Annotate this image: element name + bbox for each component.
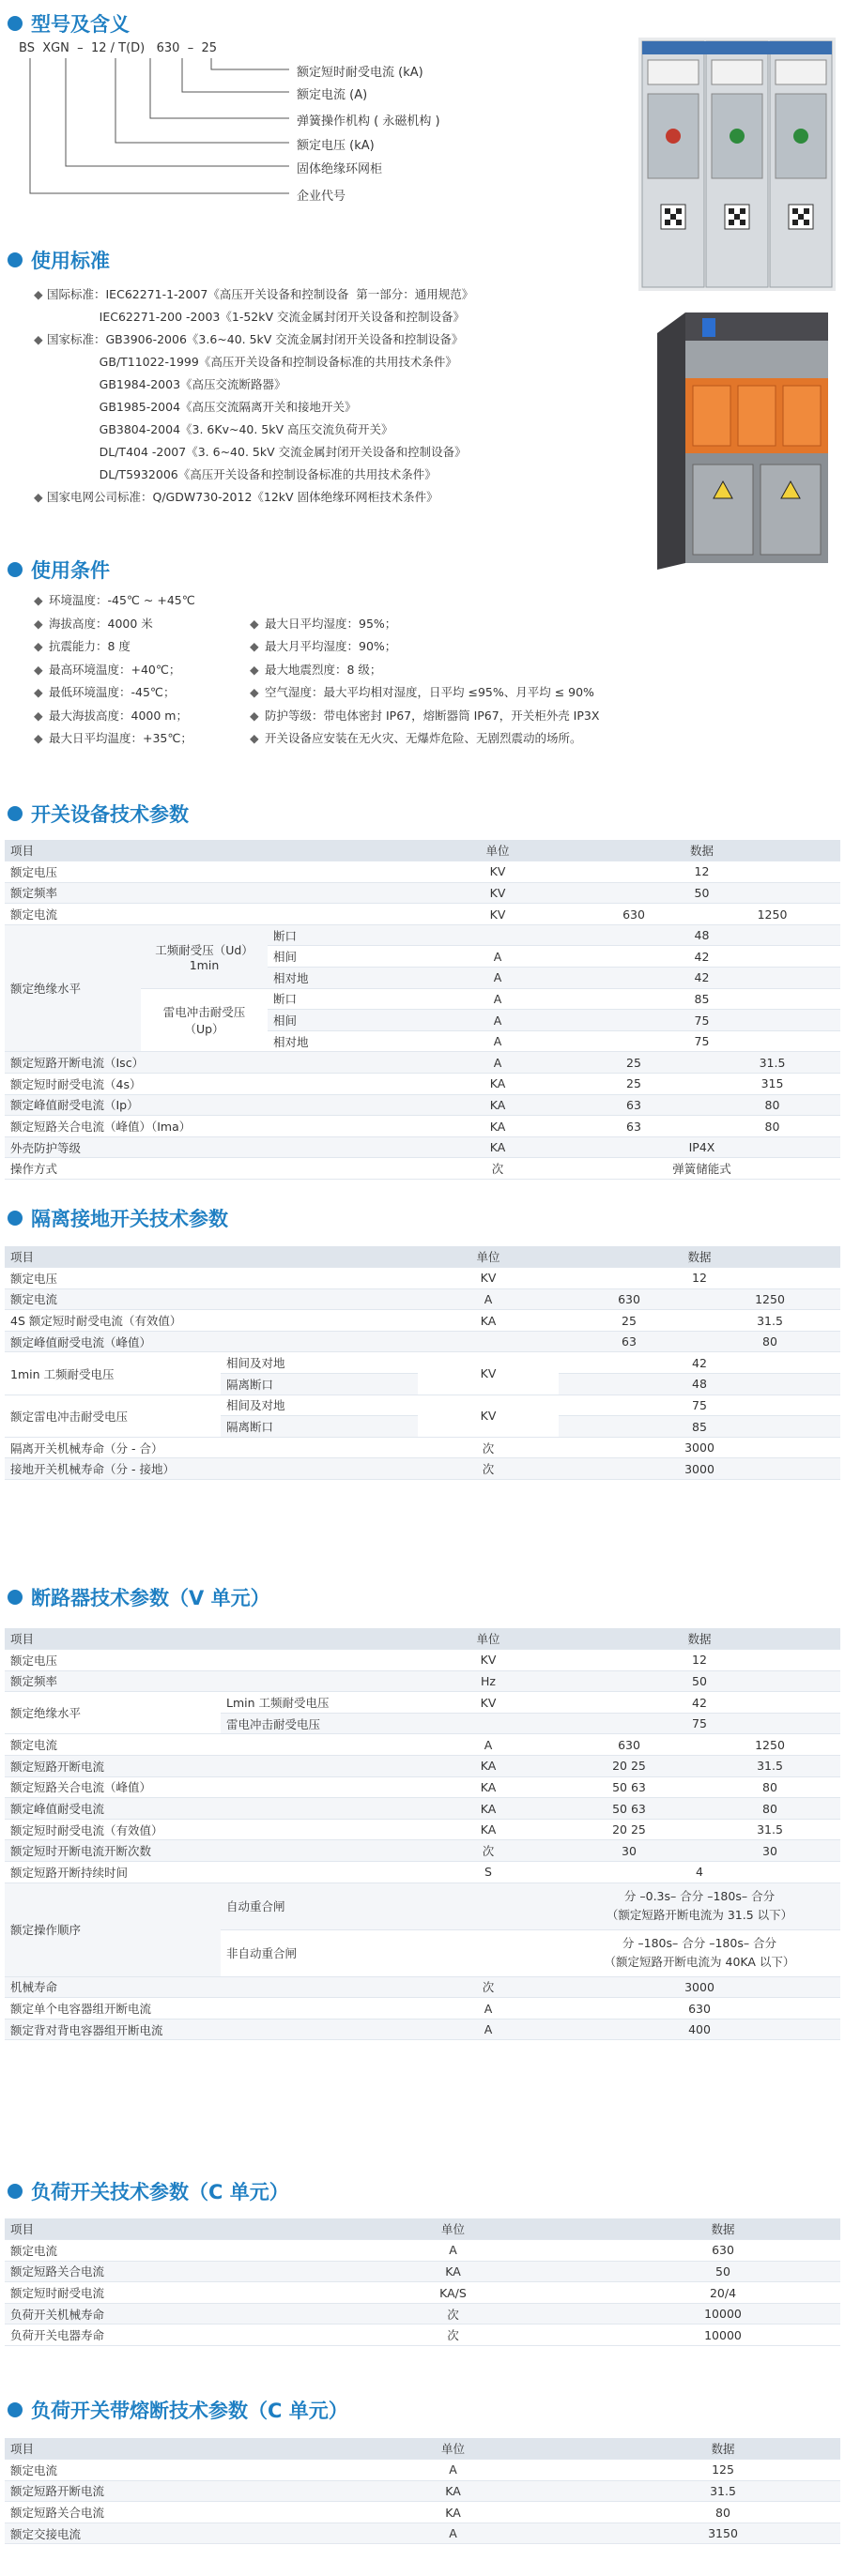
switchgear-table [5, 840, 840, 1180]
table-row: 4S 额定短时耐受电流（有效值） KA 25 31.5 [5, 1310, 840, 1332]
table-row: 额定频率 KV 50 [5, 882, 840, 904]
table-row: 额定短路开断持续时间 S 4 [5, 1862, 840, 1883]
bullet-icon: ◆ [34, 490, 43, 504]
section-title: 负荷开关带熔断技术参数（C 单元） [31, 2400, 348, 2422]
section-title: 隔离接地开关技术参数 [31, 1208, 228, 1230]
list-item: ◆ 海拔高度：4000 米 ◆ 最大日平均湿度：95%； [34, 613, 635, 636]
table-row: 额定短路开断电流（Isc） A 25 31.5 [5, 1052, 840, 1074]
table-row: 额定峰值耐受电流（Ip） KA 63 80 [5, 1094, 840, 1116]
model-label-2: 额定电流 (A) [297, 88, 368, 102]
list-item: GB1985-2004《高压交流隔离开关和接地开关》 [47, 400, 357, 414]
list-item: ◆ 最高环境温度：+40℃； ◆ 最大地震烈度：8 级； [34, 659, 635, 682]
table-row: 额定操作顺序 自动重合闸 分 –0.3s– 合分 –180s– 合分 （额定短路开断电流为 31.5 以下） [5, 1882, 840, 1929]
table-header: 项目 单位 数据 [5, 1246, 840, 1268]
section-isolator [8, 1204, 228, 1232]
section-title: 断路器技术参数（V 单元） [31, 1587, 270, 1609]
table-row: 相对地 A 42 [5, 968, 840, 989]
section-breaker [8, 1583, 270, 1611]
bullet-icon: ◆ [250, 616, 259, 631]
list-item: ◆ 最大海拔高度：4000 m； ◆ 防护等级：带电体密封 IP67，熔断器筒 IP67，开关柜外壳 IP3X [34, 705, 635, 728]
cabinet-side-image [648, 305, 836, 572]
list-item: IEC62271-200 -2003《1-52kV 交流金属封闭开关设备和控制设备》 [47, 310, 466, 324]
section-dot-icon [8, 2402, 23, 2417]
bullet-icon: ◆ [34, 685, 43, 699]
list-item: GB/T11022-1999《高压开关设备和控制设备标准的共用技术条件》 [47, 355, 457, 369]
bullet-icon: ◆ [250, 662, 259, 677]
table-row: 额定绝缘水平 Lmin 工频耐受电压 KV 42 [5, 1692, 840, 1714]
section-title: 型号及含义 [31, 13, 130, 36]
bullet-icon: ◆ [250, 685, 259, 699]
table-row: 额定单个电容器组开断电流 A 630 [5, 1998, 840, 2020]
table-row: 额定雷电冲击耐受电压 相间及对地 KV 75 [5, 1395, 840, 1416]
table-row: 额定绝缘水平 工频耐受压（Ud）1min 断口 48 [5, 924, 840, 946]
list-item: DL/T5932006《高压开关设备和控制设备标准的共用技术条件》 [47, 467, 437, 481]
bullet-icon: ◆ [34, 332, 43, 346]
section-dot-icon [8, 16, 23, 31]
section-standards [8, 246, 110, 274]
table-row: 外壳防护等级 KA IP4X [5, 1136, 840, 1158]
list-item: GB1984-2003《高压交流断路器》 [47, 377, 286, 391]
section-model [8, 9, 130, 38]
standards-list [34, 283, 473, 509]
bullet-icon: ◆ [34, 708, 43, 723]
model-label-1: 额定短时耐受电流 (kA) [297, 66, 423, 80]
list-item: GB3804-2004《3. 6Kv~40. 5kV 高压交流负荷开关》 [47, 422, 393, 436]
table-row: 隔离断口 48 [5, 1374, 840, 1395]
cabinet-front-image [638, 38, 836, 291]
table-row: 接地开关机械寿命（分 - 接地） 次 3000 [5, 1458, 840, 1480]
table-row: 额定电压 KV 12 [5, 1650, 840, 1671]
list-item: ◆ 国家标准：GB3906-2006《3.6~40. 5kV 交流金属封闭开关设备和控制设备》 [34, 328, 473, 351]
table-header: 项目 单位 数据 [5, 2218, 840, 2240]
table-header: 项目 单位 数据 [5, 2438, 840, 2460]
table-row: 额定频率 Hz 50 [5, 1670, 840, 1692]
table-row: 额定交接电流 A 3150 [5, 2523, 840, 2544]
section-dot-icon [8, 2184, 23, 2199]
list-item: ◆ 环境温度：-45℃ ~ +45℃ [34, 589, 635, 613]
table-row: 雷电冲击耐受电压 75 [5, 1713, 840, 1734]
bullet-icon: ◆ [34, 616, 43, 631]
table-row: 隔离断口 85 [5, 1416, 840, 1438]
isolator-table [5, 1246, 840, 1480]
bullet-icon: ◆ [34, 287, 43, 301]
section-dot-icon [8, 1590, 23, 1605]
table-row: 额定短路关合电流（峰值） KA 50 63 80 [5, 1776, 840, 1798]
table-row: 相间 A 42 [5, 946, 840, 968]
table-row: 额定电压 KV 12 [5, 861, 840, 883]
table-row: 1min 工频耐受电压 相间及对地 KV 42 [5, 1352, 840, 1374]
table-row: 额定短时耐受电流（4s） KA 25 315 [5, 1074, 840, 1095]
table-row: 额定峰值耐受电流（峰值） 63 80 [5, 1331, 840, 1352]
model-label-3: 弹簧操作机构 ( 永磁机构 ) [297, 114, 440, 129]
table-row: 雷电冲击耐受压（Up） 断口 A 85 [5, 988, 840, 1010]
section-title: 负荷开关技术参数（C 单元） [31, 2181, 289, 2203]
load-fuse-table [5, 2438, 840, 2544]
section-title: 使用标准 [31, 250, 110, 272]
section-load-fuse [8, 2396, 348, 2424]
model-code: BS XGN – 12 / T(D) 630 – 25 [19, 41, 218, 55]
table-row: 操作方式 次 弹簧储能式 [5, 1158, 840, 1180]
table-row: 隔离开关机械寿命（分 - 合） 次 3000 [5, 1437, 840, 1458]
table-row: 额定短路关合电流（峰值）（Ima） KA 63 80 [5, 1116, 840, 1137]
table-row: 负荷开关机械寿命 次 10000 [5, 2303, 840, 2324]
table-row: 额定短时耐受电流 KA/S 20/4 [5, 2282, 840, 2304]
section-dot-icon [8, 252, 23, 267]
model-label-4: 额定电压 (kA) [297, 139, 375, 153]
table-row: 额定电流 A 630 1250 [5, 1288, 840, 1310]
model-label-5: 固体绝缘环网柜 [297, 162, 383, 176]
list-item: ◆ 国家电网公司标准：Q/GDW730-2012《12kV 固体绝缘环网柜技术条件》 [34, 486, 473, 509]
section-dot-icon [8, 562, 23, 577]
model-diagram [19, 41, 582, 210]
bullet-icon: ◆ [34, 593, 43, 607]
bullet-icon: ◆ [250, 731, 259, 745]
section-dot-icon [8, 806, 23, 821]
section-conditions [8, 556, 110, 584]
table-header: 项目 单位 数据 [5, 840, 840, 861]
bullet-icon: ◆ [250, 639, 259, 653]
section-load-switch [8, 2177, 289, 2205]
table-row: 额定背对背电容器组开断电流 A 400 [5, 2019, 840, 2040]
table-row: 额定电压 KV 12 [5, 1268, 840, 1289]
table-row: 非自动重合闸 分 –180s– 合分 –180s– 合分 （额定短路开断电流为 40KA 以下） [5, 1929, 840, 1976]
table-row: 相对地 A 75 [5, 1030, 840, 1052]
table-row: 额定电流 A 630 [5, 2240, 840, 2262]
section-switchgear [8, 800, 189, 828]
table-header: 项目 单位 数据 [5, 1628, 840, 1650]
breaker-table [5, 1628, 840, 2040]
table-row: 机械寿命 次 3000 [5, 1976, 840, 1998]
table-row: 相间 A 75 [5, 1010, 840, 1031]
table-row: 额定电流 KV 630 1250 [5, 904, 840, 925]
table-row: 额定短路开断电流 KA 20 25 31.5 [5, 1756, 840, 1777]
load-switch-table [5, 2218, 840, 2346]
list-item: DL/T404 -2007《3. 6~40. 5kV 交流金属封闭开关设备和控制设备》 [47, 445, 467, 459]
list-item: ◆ 最低环境温度：-45℃； ◆ 空气湿度：最大平均相对湿度，日平均 ≤95%、月平均 ≤ 90% [34, 681, 635, 705]
list-item: ◆ 最大日平均温度：+35℃； ◆ 开关设备应安装在无火灾、无爆炸危险、无剧烈震动的场所。 [34, 727, 635, 751]
bullet-icon: ◆ [34, 731, 43, 745]
table-row: 额定短时开断电流开断次数 次 30 30 [5, 1840, 840, 1862]
list-item: ◆ 抗震能力：8 度 ◆ 最大月平均湿度：90%； [34, 635, 635, 659]
section-dot-icon [8, 1211, 23, 1226]
table-row: 额定电流 A 125 [5, 2460, 840, 2481]
table-row: 额定峰值耐受电流 KA 50 63 80 [5, 1798, 840, 1820]
bullet-icon: ◆ [34, 662, 43, 677]
table-row: 额定短路关合电流 KA 50 [5, 2261, 840, 2282]
table-row: 额定短路关合电流 KA 80 [5, 2502, 840, 2523]
table-row: 额定短路开断电流 KA 31.5 [5, 2480, 840, 2502]
section-title: 使用条件 [31, 559, 110, 582]
table-row: 额定电流 A 630 1250 [5, 1734, 840, 1756]
bullet-icon: ◆ [250, 708, 259, 723]
list-item: ◆ 国际标准：IEC62271-1-2007《高压开关设备和控制设备 第一部分：通用规范》 [34, 283, 473, 306]
model-label-6: 企业代号 [297, 190, 346, 204]
table-row: 负荷开关电器寿命 次 10000 [5, 2324, 840, 2346]
table-row: 额定短时耐受电流（有效值） KA 20 25 31.5 [5, 1819, 840, 1840]
conditions-grid [34, 589, 635, 751]
section-title: 开关设备技术参数 [31, 803, 189, 826]
bullet-icon: ◆ [34, 639, 43, 653]
